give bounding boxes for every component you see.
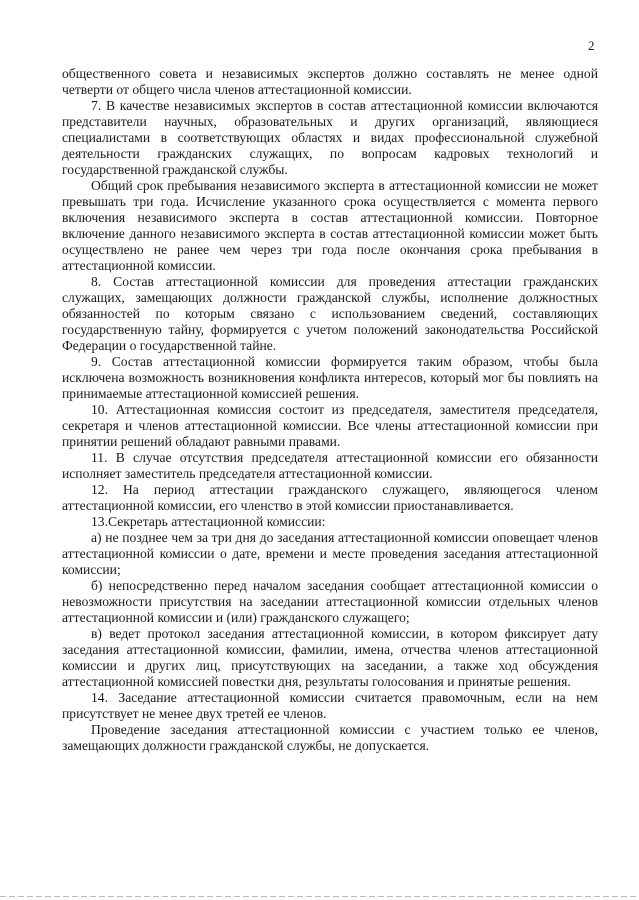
document-body <box>62 66 598 754</box>
paragraph-item-12: 12. На период аттестации гражданского служащего, являющегося членом аттестационной комиссии, его членство в этой комиссии приостанавливается. <box>62 482 598 513</box>
page-number: 2 <box>588 38 595 53</box>
paragraph-item-14: 14. Заседание аттестационной комиссии считается правомочным, если на нем присутствует не менее двух третей ее членов. <box>62 690 598 721</box>
paragraph-continuation: общественного совета и независимых экспертов должно составлять не менее одной четверти от общего числа членов аттестационной комиссии. <box>62 66 598 97</box>
paragraph-quorum-restriction: Проведение заседания аттестационной комиссии с участием только ее членов, замещающих должности гражданской службы, не допускается. <box>62 722 598 753</box>
paragraph-item-13: 13.Секретарь аттестационной комиссии: <box>91 514 326 529</box>
paragraph-item-13-a: а) не позднее чем за три дня до заседания аттестационной комиссии оповещает членов аттестационной комиссии о дате, времени и месте проведения заседания аттестационной комиссии; <box>62 530 598 577</box>
paragraph-item-8: 8. Состав аттестационной комиссии для проведения аттестации гражданских служащих, замещающих должности гражданской службы, исполнение должностных обязанностей по которым связано с использованием сведений, составляющих государственную тайну, формируется с учетом положений законодательства Российской Федерации о государственной тайне. <box>62 274 598 353</box>
paragraph-expert-term: Общий срок пребывания независимого эксперта в аттестационной комиссии не может превышать три года. Исчисление указанного срока осуществляется с момента первого включения независимого эксперта в состав аттестационной комиссии. Повторное включение данного независимого эксперта в состав аттестационной комиссии может быть осуществлено не ранее чем через три года после окончания срока пребывания в аттестационной комиссии. <box>62 178 598 273</box>
paragraph-item-13-b: б) непосредственно перед началом заседания сообщает аттестационной комиссии о невозможности присутствия на заседании аттестационной комиссии отдельных членов аттестационной комиссии и (или) гражданского служащего; <box>62 578 598 625</box>
paragraph-item-13-v: в) ведет протокол заседания аттестационной комиссии, в котором фиксирует дату заседания аттестационной комиссии, фамилии, имена, отчества членов аттестационной комиссии и других лиц, присутствующих на заседании, а также ход обсуждения аттестационной комиссией повестки дня, результаты голосования и принятые решения. <box>62 626 598 689</box>
paragraph-item-7: 7. В качестве независимых экспертов в состав аттестационной комиссии включаются представители научных, образовательных и других организаций, являющиеся специалистами в соответствующих областях и видах профессиональной служебной деятельности гражданских служащих, по вопросам кадровых технологий и государственной гражданской службы. <box>62 98 598 177</box>
scan-edge-line <box>0 896 639 897</box>
paragraph-item-11: 11. В случае отсутствия председателя аттестационной комиссии его обязанности исполняет заместитель председателя аттестационной комиссии. <box>62 450 598 481</box>
paragraph-item-9: 9. Состав аттестационной комиссии формируется таким образом, чтобы была исключена возможность возникновения конфликта интересов, который мог бы повлиять на принимаемые аттестационной комиссией решения. <box>62 354 598 401</box>
paragraph-item-10: 10. Аттестационная комиссия состоит из председателя, заместителя председателя, секретаря и членов аттестационной комиссии. Все члены аттестационной комиссии при принятии решений обладают равными правами. <box>62 402 598 449</box>
